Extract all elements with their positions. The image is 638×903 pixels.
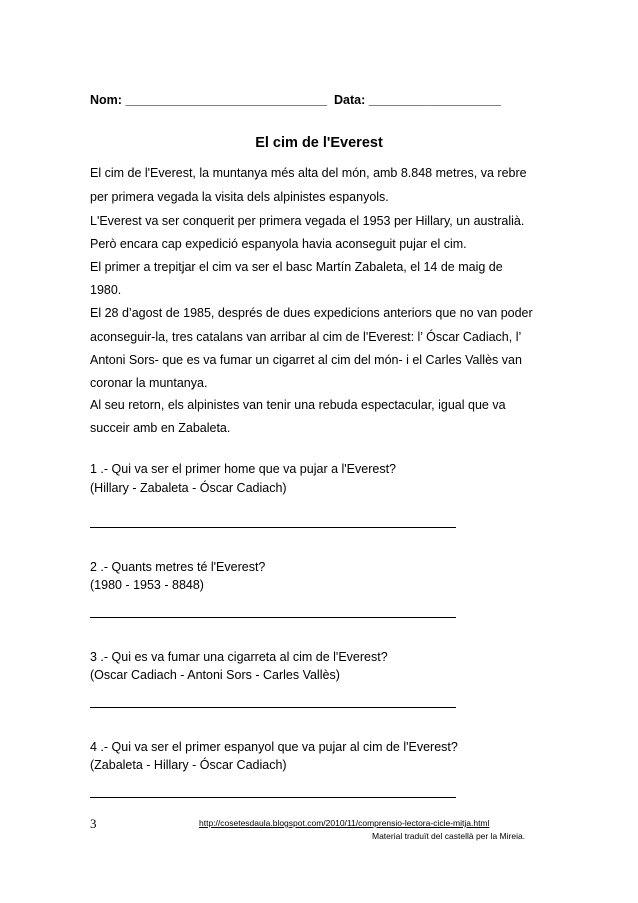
text-line: per primera vegada la visita dels alpinistes espanyols. — [90, 190, 389, 204]
question-options: (Oscar Cadiach - Antoni Sors - Carles Vallès) — [90, 668, 340, 682]
date-blank: ___________________ — [368, 93, 501, 107]
question-text: 4 .- Qui va ser el primer espanyol que va pujar al cim de l'Everest? — [90, 740, 458, 754]
answer-line[interactable] — [90, 527, 456, 528]
text-line: coronar la muntanya. — [90, 376, 208, 390]
name-blank: _____________________________ — [125, 93, 328, 107]
page-number: 3 — [90, 816, 97, 831]
question-options: (Hillary - Zabaleta - Óscar Cadiach) — [90, 481, 287, 495]
header-fields — [90, 93, 560, 107]
text-line: succeir amb en Zabaleta. — [90, 421, 231, 435]
name-label: Nom: — [90, 93, 122, 107]
text-line: 1980. — [90, 283, 122, 297]
question-options: (1980 - 1953 - 8848) — [90, 578, 204, 592]
answer-line[interactable] — [90, 707, 456, 708]
answer-line[interactable] — [90, 797, 456, 798]
text-line: Però encara cap expedició espanyola havia aconseguit pujar el cim. — [90, 237, 467, 251]
date-label: Data: — [334, 93, 366, 107]
source-link[interactable]: http://cosetesdaula.blogspot.com/2010/11/comprensio-lectora-cicle-mitja.html — [199, 818, 490, 828]
answer-line[interactable] — [90, 617, 456, 618]
worksheet-title: El cim de l'Everest — [255, 135, 383, 151]
text-line: El primer a trepitjar el cim va ser el basc Martín Zabaleta, el 14 de maig de — [90, 260, 503, 274]
text-line: El 28 d’agost de 1985, després de dues expedicions anteriors que no van poder — [90, 306, 533, 320]
question-text: 2 .- Quants metres té l'Everest? — [90, 560, 266, 574]
text-line: aconseguir-la, tres catalans van arribar al cim de l'Everest: l’ Óscar Cadiach, l’ — [90, 330, 522, 344]
text-line: L'Everest va ser conquerit per primera vegada el 1953 per Hillary, un australià. — [90, 214, 525, 228]
translation-credit: Material traduït del castellà per la Mireia. — [372, 831, 526, 841]
question-options: (Zabaleta - Hillary - Óscar Cadiach) — [90, 758, 287, 772]
text-line: Al seu retorn, els alpinistes van tenir una rebuda espectacular, igual que va — [90, 398, 506, 412]
text-line: Antoni Sors- que es va fumar un cigarret al cim del món- i el Carles Vallès van — [90, 353, 522, 367]
text-line: El cim de l'Everest, la muntanya més alta del món, amb 8.848 metres, va rebre — [90, 166, 527, 180]
question-text: 1 .- Qui va ser el primer home que va pujar a l'Everest? — [90, 462, 396, 476]
question-text: 3 .- Qui es va fumar una cigarreta al cim de l'Everest? — [90, 650, 388, 664]
